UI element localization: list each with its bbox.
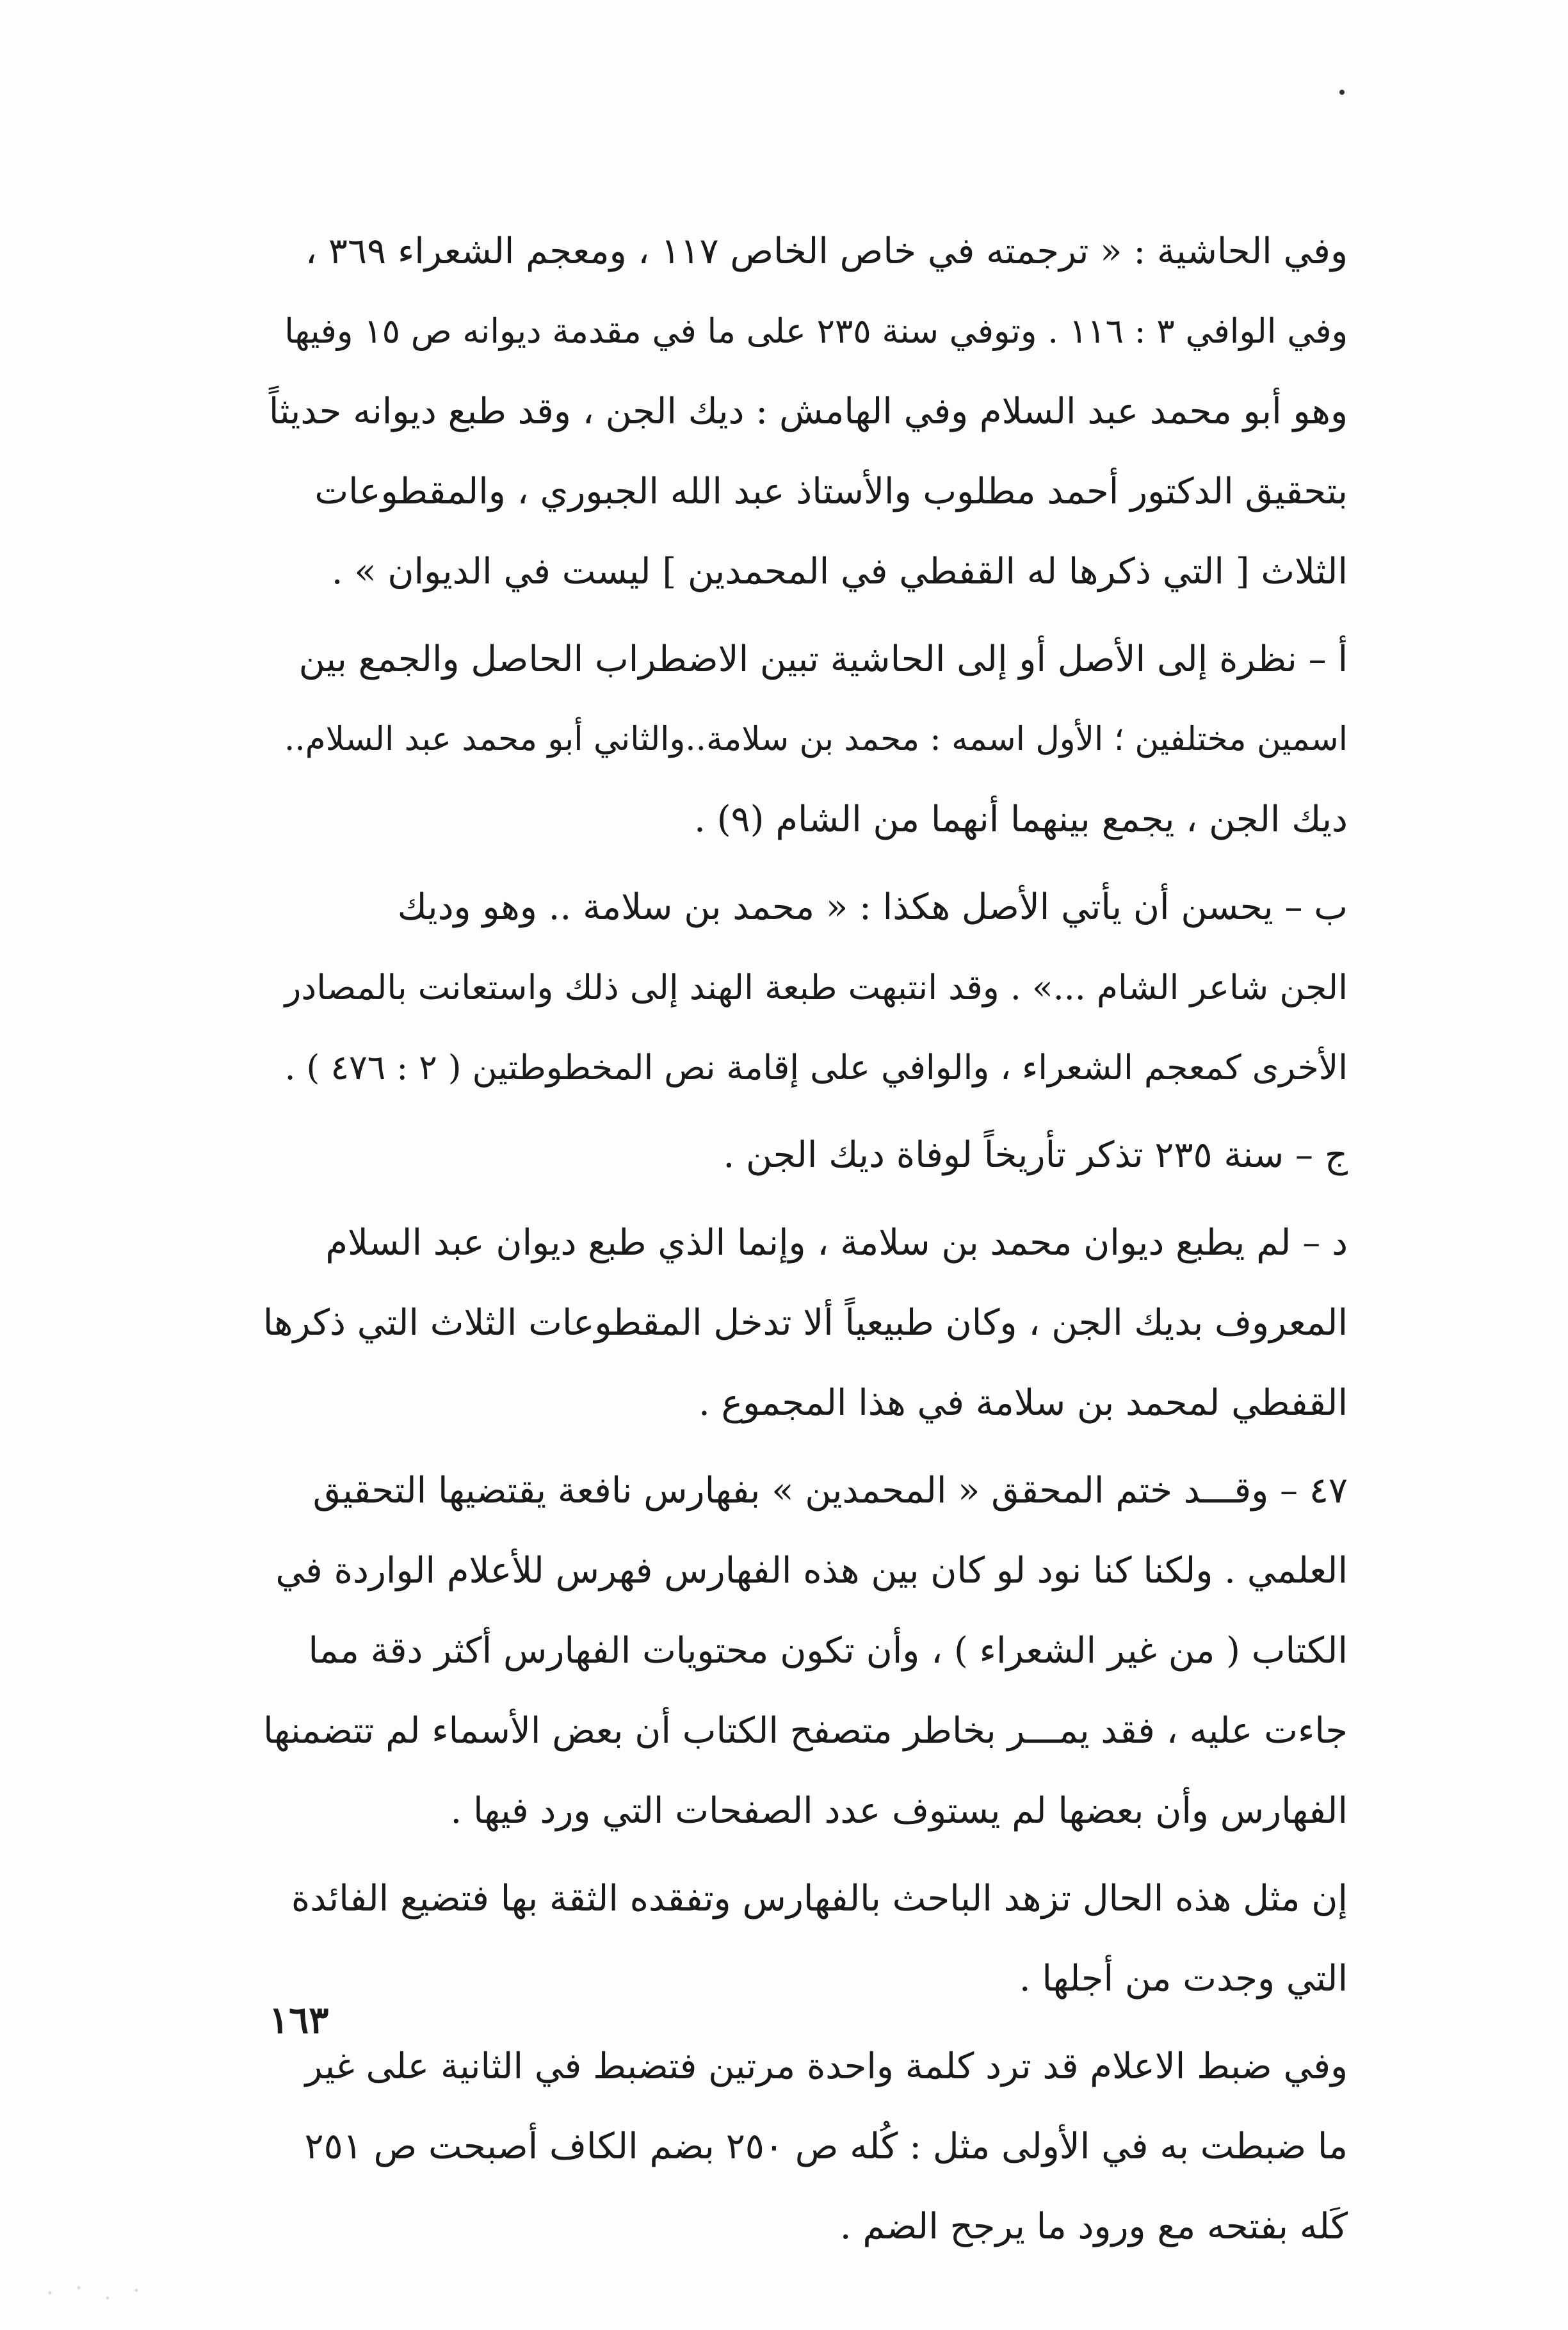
text-line: الثلاث [ التي ذكرها له القفطي في المحمدين ] ليست في الديوان » . (331, 551, 1348, 592)
text-line: وفي الوافي ٣ : ١١٦ . وتوفي سنة ٢٣٥ على ما في مقدمة ديوانه ص ١٥ وفيها (284, 312, 1348, 351)
text-line: وفي ضبط الاعلام قد ترد كلمة واحدة مرتين فتضبط في الثانية على غير (305, 2046, 1348, 2087)
text-line: العلمي . ولكنا كنا نود لو كان بين هذه الفهارس فهرس للأعلام الواردة في (275, 1550, 1348, 1592)
paragraph (263, 2026, 1348, 2267)
paragraph (263, 1115, 1348, 1195)
text-line: ٤٧ – وقـــد ختم المحقق « المحمدين » بفهارس نافعة يقتضيها التحقيق (312, 1470, 1348, 1511)
paragraph (263, 1451, 1348, 1851)
text-line: جاءت عليه ، فقد يمـــر بخاطر متصفح الكتاب أن بعض الأسماء لم تتضمنها (263, 1710, 1348, 1752)
text-line: الأخرى كمعجم الشعراء ، والوافي على إقامة نص المخطوطتين ( ٢ : ٤٧٦ ) . (284, 1047, 1348, 1088)
text-line: أ – نظرة إلى الأصل أو إلى الحاشية تبين الاضطراب الحاصل والجمع بين (298, 639, 1348, 680)
paragraph (263, 867, 1348, 1107)
text-line: بتحقيق الدكتور أحمد مطلوب والأستاذ عبد الله الجبوري ، والمقطوعات (314, 471, 1348, 512)
paragraph (263, 619, 1348, 859)
text-line: الجن شاعر الشام ...» . وقد انتبهت طبعة الهند إلى ذلك واستعانت بالمصادر (284, 967, 1348, 1007)
text-line: كَله بفتحه مع ورود ما يرجح الضم . (839, 2206, 1348, 2247)
paragraph (263, 1859, 1348, 2019)
paragraph (263, 211, 1348, 612)
text-line: القفطي لمحمد بن سلامة في هذا المجموع . (698, 1382, 1348, 1424)
paragraph (263, 1203, 1348, 1443)
text-line: ما ضبطت به في الأولى مثل : كُله ص ٢٥٠ بضم الكاف أصبحت ص ٢٥١ (304, 2126, 1348, 2167)
text-line: ج – سنة ٢٣٥ تذكر تأريخاً لوفاة ديك الجن . (723, 1134, 1348, 1176)
text-line: الكتاب ( من غير الشعراء ) ، وأن تكون محتويات الفهارس أكثر دقة مما (308, 1630, 1348, 1672)
text-line: التي وجدت من أجلها . (1019, 1958, 1348, 2000)
body-text (263, 211, 1348, 2274)
text-line: ب – يحسن أن يأتي الأصل هكذا : « محمد بن سلامة .. وهو وديك (397, 886, 1348, 928)
text-line: وفي الحاشية : « ترجمته في خاص الخاص ١١٧ ، ومعجم الشعراء ٣٦٩ ، (305, 231, 1348, 272)
text-line: د – لم يطبع ديوان محمد بن سلامة ، وإنما الذي طبع ديوان عبد السلام (325, 1222, 1348, 1264)
ink-speck (1339, 90, 1345, 95)
page-number: ١٦٣ (269, 1998, 329, 2042)
text-line: إن مثل هذه الحال تزهد الباحث بالفهارس وتفقده الثقة بها فتضيع الفائدة (291, 1878, 1348, 1919)
scan-noise (38, 2280, 154, 2306)
text-line: الفهارس وأن بعضها لم يستوف عدد الصفحات التي ورد فيها . (450, 1790, 1348, 1832)
text-line: وهو أبو محمد عبد السلام وفي الهامش : ديك الجن ، وقد طبع ديوانه حديثاً (268, 391, 1348, 432)
text-line: ديك الجن ، يجمع بينهما أنهما من الشام (٩) . (694, 799, 1348, 840)
text-line: المعروف بديك الجن ، وكان طبيعياً ألا تدخل المقطوعات الثلاث التي ذكرها (263, 1302, 1348, 1344)
text-line: اسمين مختلفين ؛ الأول اسمه : محمد بن سلامة..والثاني أبو محمد عبد السلام.. (284, 720, 1348, 758)
